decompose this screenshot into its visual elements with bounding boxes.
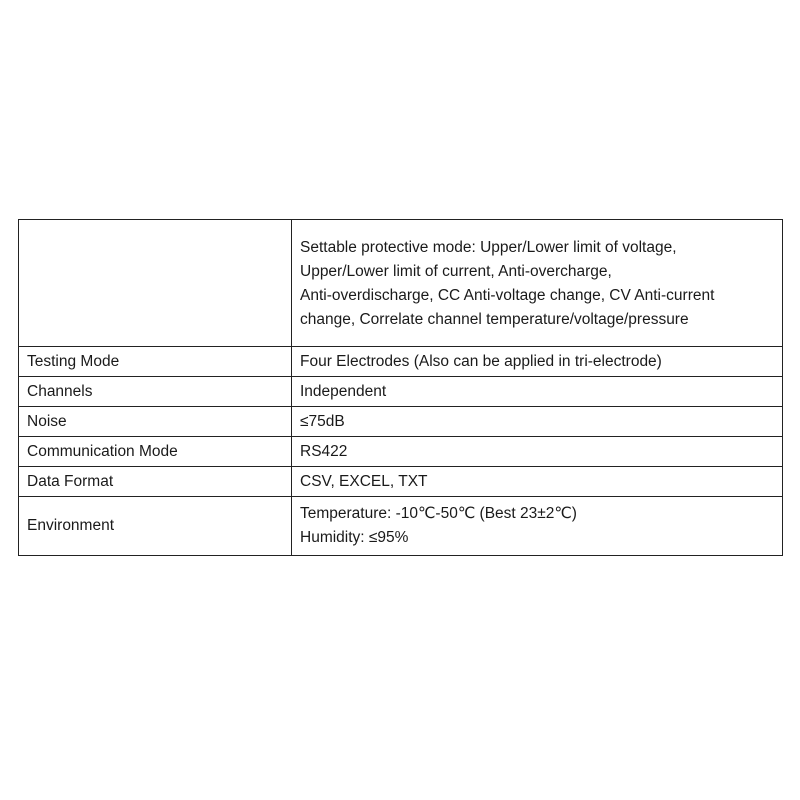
value-line: change, Correlate channel temperature/voltage/pressure xyxy=(300,311,689,328)
table-row-channels xyxy=(19,377,783,407)
value-cell: Independent xyxy=(292,377,783,407)
table-row-testing-mode xyxy=(19,347,783,377)
label-cell: Communication Mode xyxy=(19,437,292,467)
table-row-environment xyxy=(19,497,783,556)
value-line: Upper/Lower limit of current, Anti-overcharge, xyxy=(300,263,612,280)
label-cell: Noise xyxy=(19,407,292,437)
table-row-noise xyxy=(19,407,783,437)
value-line: Settable protective mode: Upper/Lower limit of voltage, xyxy=(300,239,677,256)
value-cell: Four Electrodes (Also can be applied in tri-electrode) xyxy=(292,347,783,377)
value-cell: RS422 xyxy=(292,437,783,467)
label-cell: Channels xyxy=(19,377,292,407)
table-row-protective-mode xyxy=(19,220,783,347)
label-cell: Data Format xyxy=(19,467,292,497)
table-row-data-format xyxy=(19,467,783,497)
label-cell: Testing Mode xyxy=(19,347,292,377)
label-cell xyxy=(19,220,292,347)
value-cell: ≤75dB xyxy=(292,407,783,437)
value-line: Anti-overdischarge, CC Anti-voltage change, CV Anti-current xyxy=(300,287,715,304)
value-line: Temperature: -10℃-50℃ (Best 23±2℃) xyxy=(300,505,577,522)
value-cell: CSV, EXCEL, TXT xyxy=(292,467,783,497)
value-cell xyxy=(292,497,783,556)
value-cell xyxy=(292,220,783,347)
table-row-communication-mode xyxy=(19,437,783,467)
spec-table xyxy=(18,219,783,556)
label-cell: Environment xyxy=(19,497,292,556)
value-line: Humidity: ≤95% xyxy=(300,529,409,546)
